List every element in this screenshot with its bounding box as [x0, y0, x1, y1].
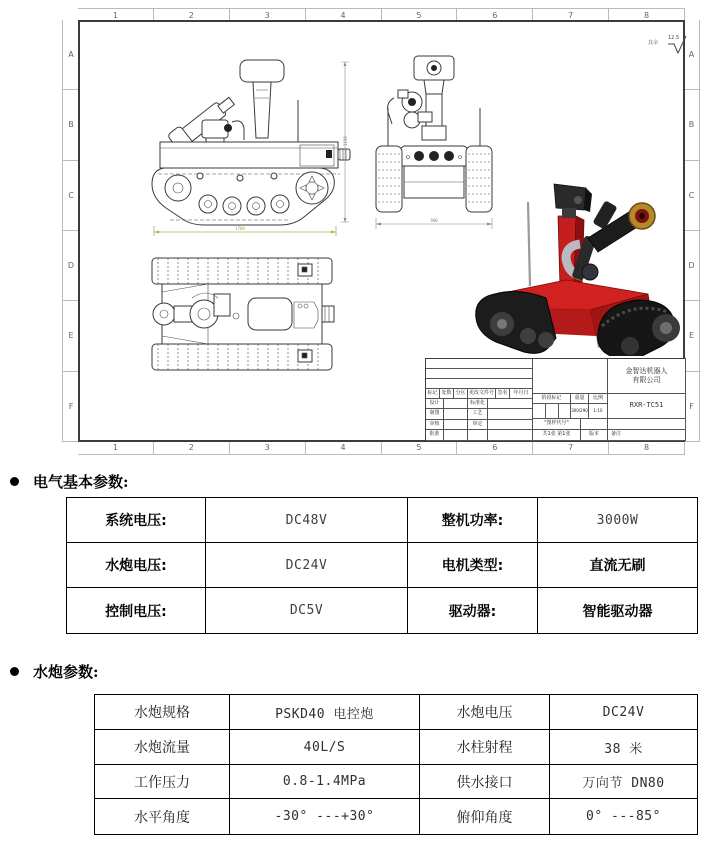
section-title: 电气基本参数:: [33, 473, 129, 491]
section-electrical-params: [10, 471, 129, 492]
param-value: 0.8-1.4MPa: [230, 765, 420, 799]
water-cannon-params-table: [94, 694, 698, 835]
title-block: 标记 处数 分区 更改文件号 签名 年月日 设计 标准化 制图 工艺 审核 审定 批准 阶段标记 重量 比例 300/290 1:10 "图样代号" 共1张 第1张 版本 金智达机器人 有限公司 RXR-TC51 备注: [425, 358, 686, 441]
param-value: DC24V: [550, 695, 697, 730]
param-label: 水炮电压: [420, 695, 550, 730]
ruler-label: D: [684, 231, 699, 301]
bullet-icon: [10, 667, 19, 676]
param-value: DC5V: [206, 588, 408, 633]
svg-text:940: 940: [430, 218, 438, 223]
tb-label: 更改文件号: [468, 389, 496, 399]
ruler-label: 8: [609, 9, 685, 21]
robot-3d-render: [470, 176, 690, 356]
param-label: 驱动器:: [408, 588, 538, 633]
ruler-label: 8: [609, 441, 685, 454]
ruler-label: 6: [457, 441, 533, 454]
ruler-label: 3: [230, 9, 306, 21]
param-label: 水平角度: [95, 799, 230, 834]
param-value: 直流无刷: [538, 543, 697, 588]
param-label: 水炮流量: [95, 730, 230, 765]
ruler-label: 5: [382, 441, 458, 454]
robot-side-view: [140, 38, 355, 238]
electrical-params-table: [66, 497, 698, 634]
sheet-ruler-left: [62, 20, 79, 442]
param-value: 万向节 DN80: [550, 765, 697, 799]
ruler-label: 1: [78, 441, 154, 454]
ruler-label: A: [684, 20, 699, 90]
tb-label: 处数: [440, 389, 454, 399]
svg-text:1700: 1700: [235, 226, 245, 231]
sheet-ruler-bottom: [78, 441, 685, 455]
ruler-label: 6: [457, 9, 533, 21]
tb-label: 标记: [426, 389, 440, 399]
section-title: 水炮参数:: [33, 663, 99, 681]
tb-label: 签名: [496, 389, 510, 399]
ruler-label: C: [684, 161, 699, 231]
param-label: 水炮电压:: [67, 543, 206, 588]
ruler-label: 4: [306, 441, 382, 454]
surface-finish-symbol: [646, 32, 694, 58]
param-value: DC24V: [206, 543, 408, 588]
svg-text:1150: 1150: [343, 136, 348, 146]
company-name: 金智达机器人 有限公司: [608, 359, 686, 394]
param-label: 系统电压:: [67, 498, 206, 543]
ruler-label: F: [684, 372, 699, 442]
ruler-label: F: [63, 372, 79, 442]
svg-text:12.5: 12.5: [668, 35, 680, 41]
ruler-label: C: [63, 161, 79, 231]
ruler-label: D: [63, 231, 79, 301]
param-label: 俯仰角度: [420, 799, 550, 834]
param-label: 整机功率:: [408, 498, 538, 543]
param-label: 工作压力: [95, 765, 230, 799]
param-label: 供水接口: [420, 765, 550, 799]
param-label: 控制电压:: [67, 588, 206, 633]
param-value: 智能驱动器: [582, 603, 653, 620]
ruler-label: 2: [154, 9, 230, 21]
bullet-icon: [10, 477, 19, 486]
param-value: 3000W: [538, 498, 697, 543]
cad-drawing-sheet: [62, 8, 700, 455]
param-value: 38 米: [550, 730, 697, 765]
ruler-label: 4: [306, 9, 382, 21]
param-label: 电机类型:: [408, 543, 538, 588]
param-label: 水炮规格: [95, 695, 230, 730]
param-label: 水柱射程: [420, 730, 550, 765]
ruler-label: A: [63, 20, 79, 90]
ruler-label: 3: [230, 441, 306, 454]
tb-label: 年月日: [510, 389, 533, 399]
ruler-label: 7: [533, 9, 609, 21]
ruler-label: B: [63, 90, 79, 160]
ruler-label: B: [684, 90, 699, 160]
tb-label: 分区: [454, 389, 468, 399]
ruler-label: 5: [382, 9, 458, 21]
ruler-label: E: [63, 301, 79, 371]
robot-top-view: [148, 254, 338, 374]
param-value: 40L/S: [230, 730, 420, 765]
section-cannon-params: [10, 661, 99, 682]
ruler-label: E: [684, 301, 699, 371]
param-value: DC48V: [206, 498, 408, 543]
param-value: PSKD40 电控炮: [230, 695, 420, 730]
ruler-label: 1: [78, 9, 154, 21]
param-value: 0° ---85°: [586, 809, 661, 824]
param-value: -30° ---+30°: [230, 799, 420, 834]
svg-text:其余: 其余: [648, 40, 659, 46]
ruler-label: 7: [533, 441, 609, 454]
drawing-number: RXR-TC51: [608, 394, 686, 419]
ruler-label: 2: [154, 441, 230, 454]
